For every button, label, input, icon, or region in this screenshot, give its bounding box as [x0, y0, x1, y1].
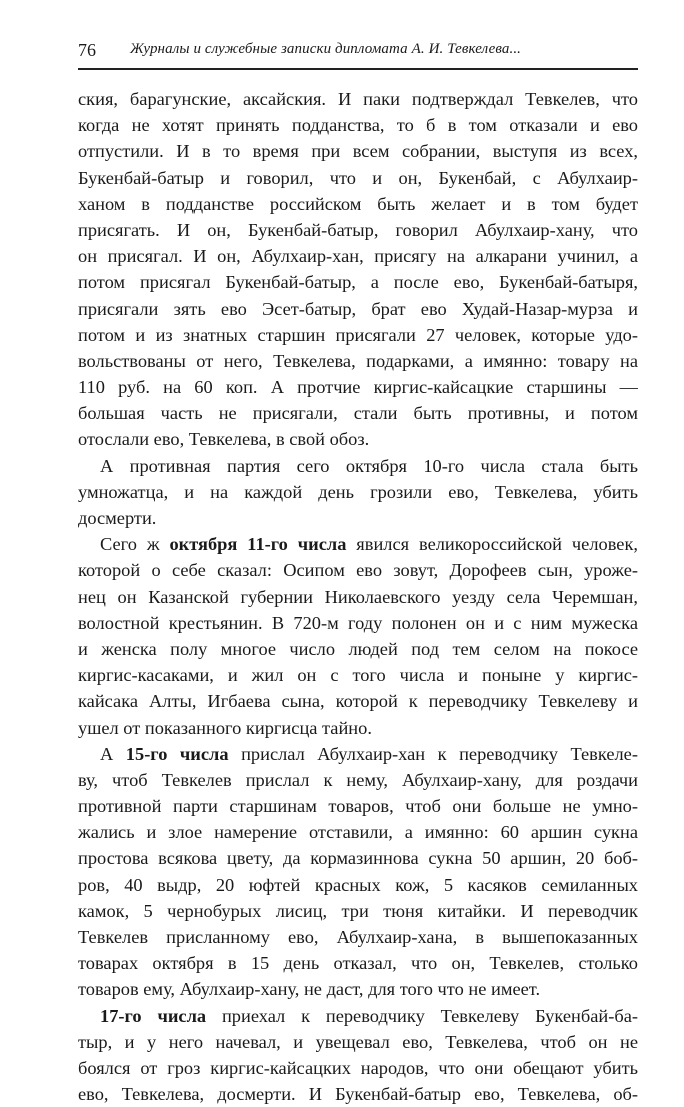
- running-header: [78, 38, 638, 66]
- text-line: когда не хотят принять подданства, то б в том отказали и ево: [78, 115, 638, 136]
- text-run: явился великороссийской человек,: [346, 534, 638, 555]
- date-emphasis: 15-го числа: [125, 743, 229, 764]
- text-line: потом и из знатных старшин присягали 27 человек, которые удо-: [78, 324, 638, 345]
- text-line: волостной крестьянин. В 720-м году полонен он и с ним мужеска: [78, 612, 638, 633]
- text-line: умножатца, и на каждой день грозили ево, Тевкелева, убить: [78, 481, 638, 502]
- body-text: [78, 86, 638, 1107]
- text-line: большая часть не присягали, стали быть противны, и потом: [78, 403, 638, 424]
- text-line: и женска полу многое число людей под тем селом на покосе: [78, 638, 638, 659]
- text-line: досмерти.: [78, 508, 157, 528]
- text-line: ушел от показанного киргисца тайно.: [78, 717, 372, 738]
- text-line: ву, чтоб Тевкелев прислал к нему, Абулхаир-хану, для роздачи: [78, 769, 638, 790]
- text-run: приехал к переводчику Тевкелеву Букенбай-ба-: [206, 1005, 638, 1026]
- running-title: Журналы и служебные записки дипломата А. И. Тевкелева...: [130, 41, 522, 57]
- text-line: товаров ему, Абулхаир-хану, не даст, для того что не имеет.: [78, 979, 541, 1000]
- text-line: он присягал. И он, Абулхаир-хан, присягу на алкарани учинил, а: [78, 246, 638, 267]
- text-line: нец он Казанской губернии Николаевского уезду села Черемшан,: [78, 586, 638, 607]
- text-line: потом присягал Букенбай-батыр, а после ево, Букенбай-батыря,: [78, 272, 638, 293]
- text-line: ханом в подданстве российском быть желает и в том будет: [78, 193, 638, 214]
- text-line: ския, барагунские, аксайския. И паки подтверждал Тевкелев, что: [78, 89, 638, 109]
- text-line: ров, 40 выдр, 20 юфтей красных кож, 5 касяков семиланных: [78, 874, 638, 895]
- paragraph-start: [78, 741, 638, 767]
- page-number: 76: [78, 40, 96, 60]
- text-line: тыр, и у него начевал, и увещевал ево, Тевкелева, чтоб он не: [78, 1031, 638, 1052]
- paragraph-start: А противная партия сего октября 10-го числа стала быть: [100, 455, 638, 476]
- date-emphasis: 17-го числа: [100, 1005, 207, 1026]
- text-line: Тевкелев присланному ево, Абулхаир-хана, в вышепоказанных: [78, 927, 638, 947]
- text-run: А: [100, 743, 126, 764]
- header-rule: [78, 68, 638, 70]
- text-run: Сего ж: [100, 534, 170, 555]
- text-line: присягали зять ево Эсет-батыр, брат ево Худай-Назар-мурза и: [78, 298, 638, 319]
- text-line: товарах октября в 15 день отказал, что он, Тевкелев, столько: [78, 953, 638, 974]
- text-line: противной парти старшинам товаров, чтоб они больше не умно-: [78, 796, 638, 817]
- paragraph-start: [78, 531, 638, 557]
- date-emphasis: октября 11-го числа: [169, 534, 347, 555]
- text-line: 110 руб. на 60 коп. А протчие киргис-кайсацкие старшины —: [78, 377, 638, 398]
- text-line: киргис-касаками, и жил он с того числа и поныне у киргис-: [78, 665, 638, 686]
- text-line: ево, Тевкелева, досмерти. И Букенбай-батыр ево, Тевкелева, об-: [78, 1084, 638, 1105]
- text-line: присягать. И он, Букенбай-батыр, говорил Абулхаир-хану, что: [78, 219, 638, 240]
- text-line: камок, 5 чернобурых лисиц, три тюня китайки. И переводчик: [78, 900, 638, 921]
- text-line: которой о себе сказал: Осипом ево зовут, Дорофеев сын, уроже-: [78, 560, 638, 581]
- text-line: боялся от гроз киргис-кайсацких народов, что они обещают убить: [78, 1057, 638, 1078]
- text-line: жались и злое намерение отставили, а имянно: 60 аршин сукна: [78, 822, 638, 843]
- text-line: вольствованы от него, Тевкелева, подарками, а имянно: товару на: [78, 350, 638, 371]
- text-line: отослали ево, Тевкелева, в свой обоз.: [78, 429, 370, 450]
- paragraph-start: [78, 1003, 638, 1029]
- text-run: прислал Абулхаир-хан к переводчику Тевкеле-: [228, 743, 638, 764]
- text-line: отпустили. И в то время при всем собрании, выступя из всех,: [78, 141, 638, 162]
- text-line: кайсака Алты, Игбаева сына, которой к переводчику Тевкелеву и: [78, 691, 638, 712]
- text-line: Букенбай-батыр и говорил, что и он, Букенбай, с Абулхаир-: [78, 167, 638, 188]
- text-line: простова всякова цвету, да кормазиннова сукна 50 аршин, 20 боб-: [78, 848, 638, 869]
